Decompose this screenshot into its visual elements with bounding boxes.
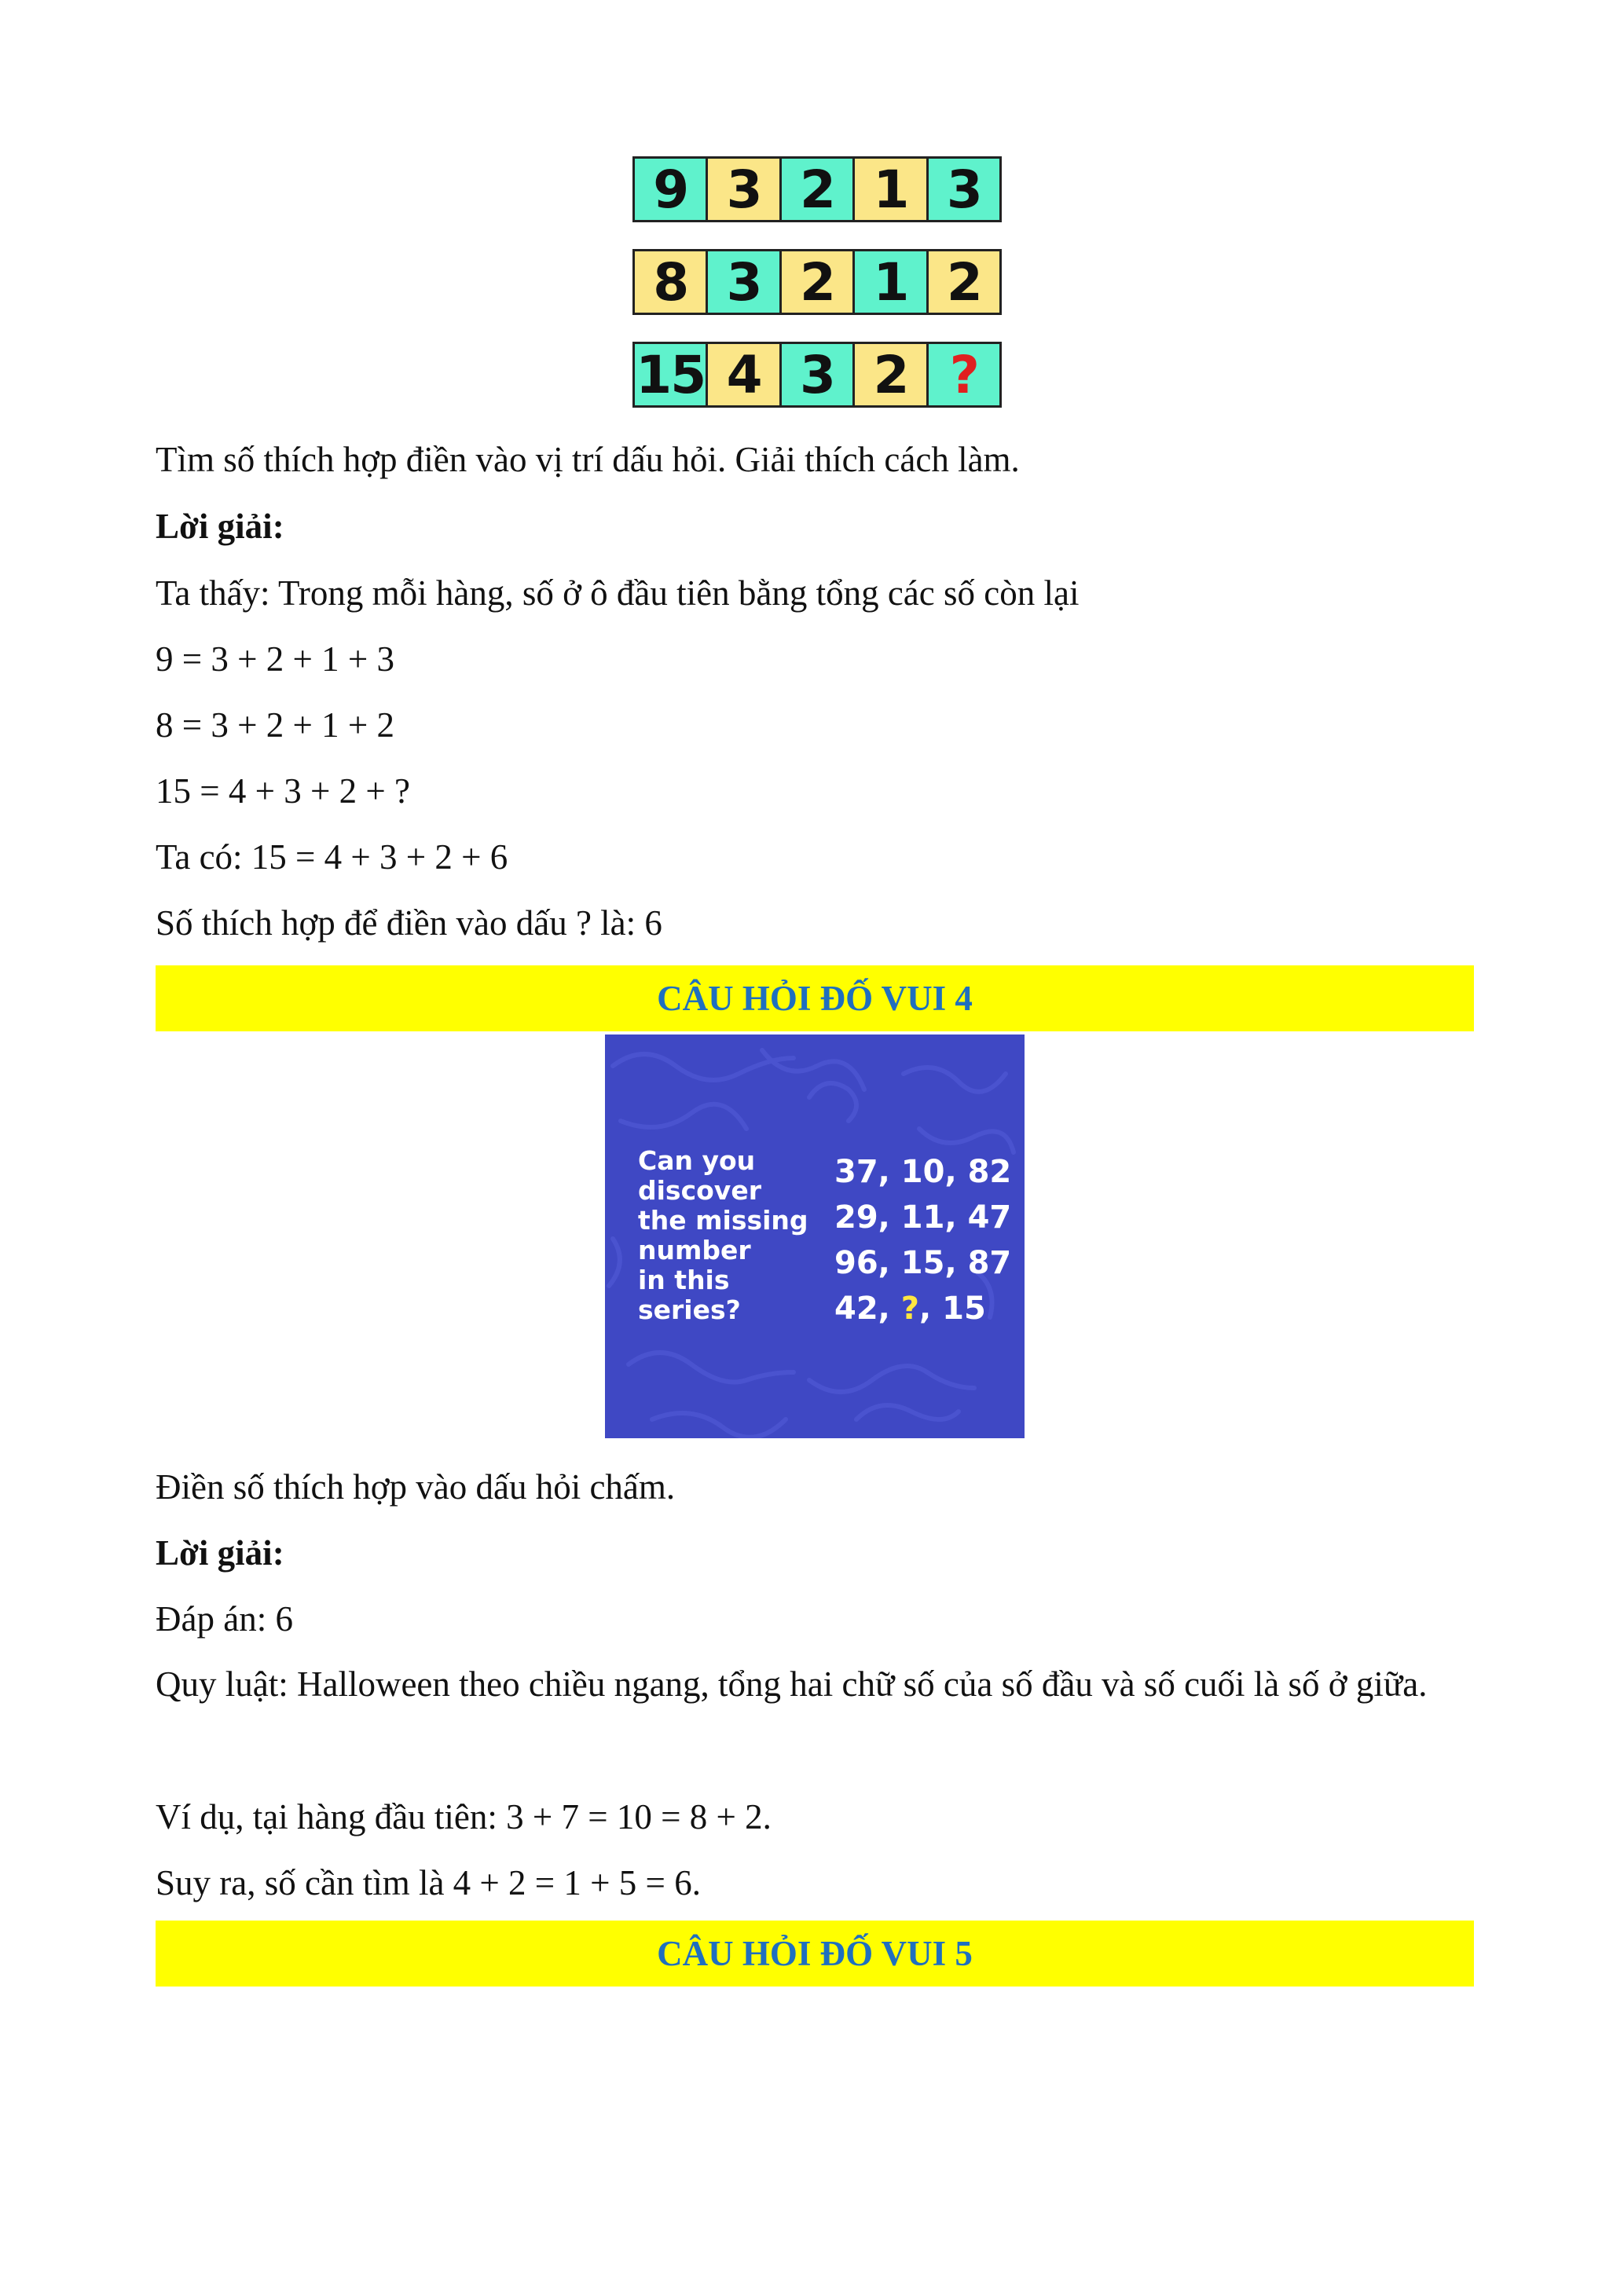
puzzle-question-line: the missing xyxy=(638,1205,808,1236)
grid-row-1 xyxy=(632,156,1002,222)
banner-title: CÂU HỎI ĐỐ VUI 4 xyxy=(657,979,973,1018)
grid-cell: 9 xyxy=(635,159,708,220)
grid-cell: 3 xyxy=(708,159,781,220)
puzzle-question-line: series? xyxy=(638,1294,741,1325)
solution-line: 8 = 3 + 2 + 1 + 2 xyxy=(156,705,395,745)
series-row: 37, 10, 82 xyxy=(834,1154,1012,1190)
grid-cell: 4 xyxy=(708,344,781,405)
solution-line: Ta có: 15 = 4 + 3 + 2 + 6 xyxy=(156,837,508,877)
series-value: 15 xyxy=(942,1291,986,1327)
answer-line: Đáp án: 6 xyxy=(156,1599,293,1639)
puzzle-question xyxy=(638,1146,808,1325)
grid-cell: 1 xyxy=(855,159,928,220)
conclusion-line: Suy ra, số cần tìm là 4 + 2 = 1 + 5 = 6. xyxy=(156,1863,701,1902)
solution-line: Ta thấy: Trong mỗi hàng, số ở ô đầu tiên bằng tổng các số còn lại xyxy=(156,573,1080,613)
grid-cell: 2 xyxy=(782,251,855,313)
grid-cell: 2 xyxy=(929,251,999,313)
series-row-missing xyxy=(834,1286,1011,1331)
grid-cell: 8 xyxy=(635,251,708,313)
example-line: Ví dụ, tại hàng đầu tiên: 3 + 7 = 10 = 8 + 2. xyxy=(156,1797,772,1836)
grid-cell: 2 xyxy=(855,344,928,405)
question-text: Điền số thích hợp vào dấu hỏi chấm. xyxy=(156,1467,676,1507)
puzzle-question-line: in this xyxy=(638,1265,730,1295)
number-grid-puzzle xyxy=(632,156,1002,434)
question-text: Tìm số thích hợp điền vào vị trí dấu hỏi. Giải thích cách làm. xyxy=(156,440,1020,479)
grid-cell: 3 xyxy=(929,159,999,220)
series-row: 96, 15, 87 xyxy=(834,1245,1012,1281)
series-puzzle-image xyxy=(605,1034,1025,1438)
series-value: 42, xyxy=(834,1291,890,1327)
section-banner xyxy=(156,965,1474,1031)
grid-cell: 3 xyxy=(782,344,855,405)
section-banner xyxy=(156,1921,1474,1987)
grid-row-2 xyxy=(632,249,1002,315)
grid-row-3 xyxy=(632,342,1002,408)
grid-cell: 2 xyxy=(782,159,855,220)
missing-marker: ? xyxy=(900,1291,919,1327)
banner-title: CÂU HỎI ĐỐ VUI 5 xyxy=(657,1934,973,1973)
solution-line: 15 = 4 + 3 + 2 + ? xyxy=(156,771,410,811)
solution-line: Số thích hợp để điền vào dấu ? là: 6 xyxy=(156,903,662,943)
puzzle-question-line: number xyxy=(638,1235,751,1265)
grid-cell-missing: ? xyxy=(929,344,999,405)
rule-line: Quy luật: Halloween theo chiều ngang, tổng hai chữ số của số đầu và số cuối là số ở giữa. xyxy=(156,1664,1428,1704)
solution-label: Lời giải: xyxy=(156,1533,284,1573)
puzzle-question-line: discover xyxy=(638,1175,761,1206)
solution-line: 9 = 3 + 2 + 1 + 3 xyxy=(156,639,395,679)
solution-label: Lời giải: xyxy=(156,507,284,546)
puzzle-question-line: Can you xyxy=(638,1145,756,1176)
grid-cell: 15 xyxy=(635,344,708,405)
grid-cell: 1 xyxy=(855,251,928,313)
number-series xyxy=(834,1149,1011,1331)
series-row: 29, 11, 47 xyxy=(834,1199,1012,1236)
grid-cell: 3 xyxy=(708,251,781,313)
series-separator: , xyxy=(919,1291,932,1327)
